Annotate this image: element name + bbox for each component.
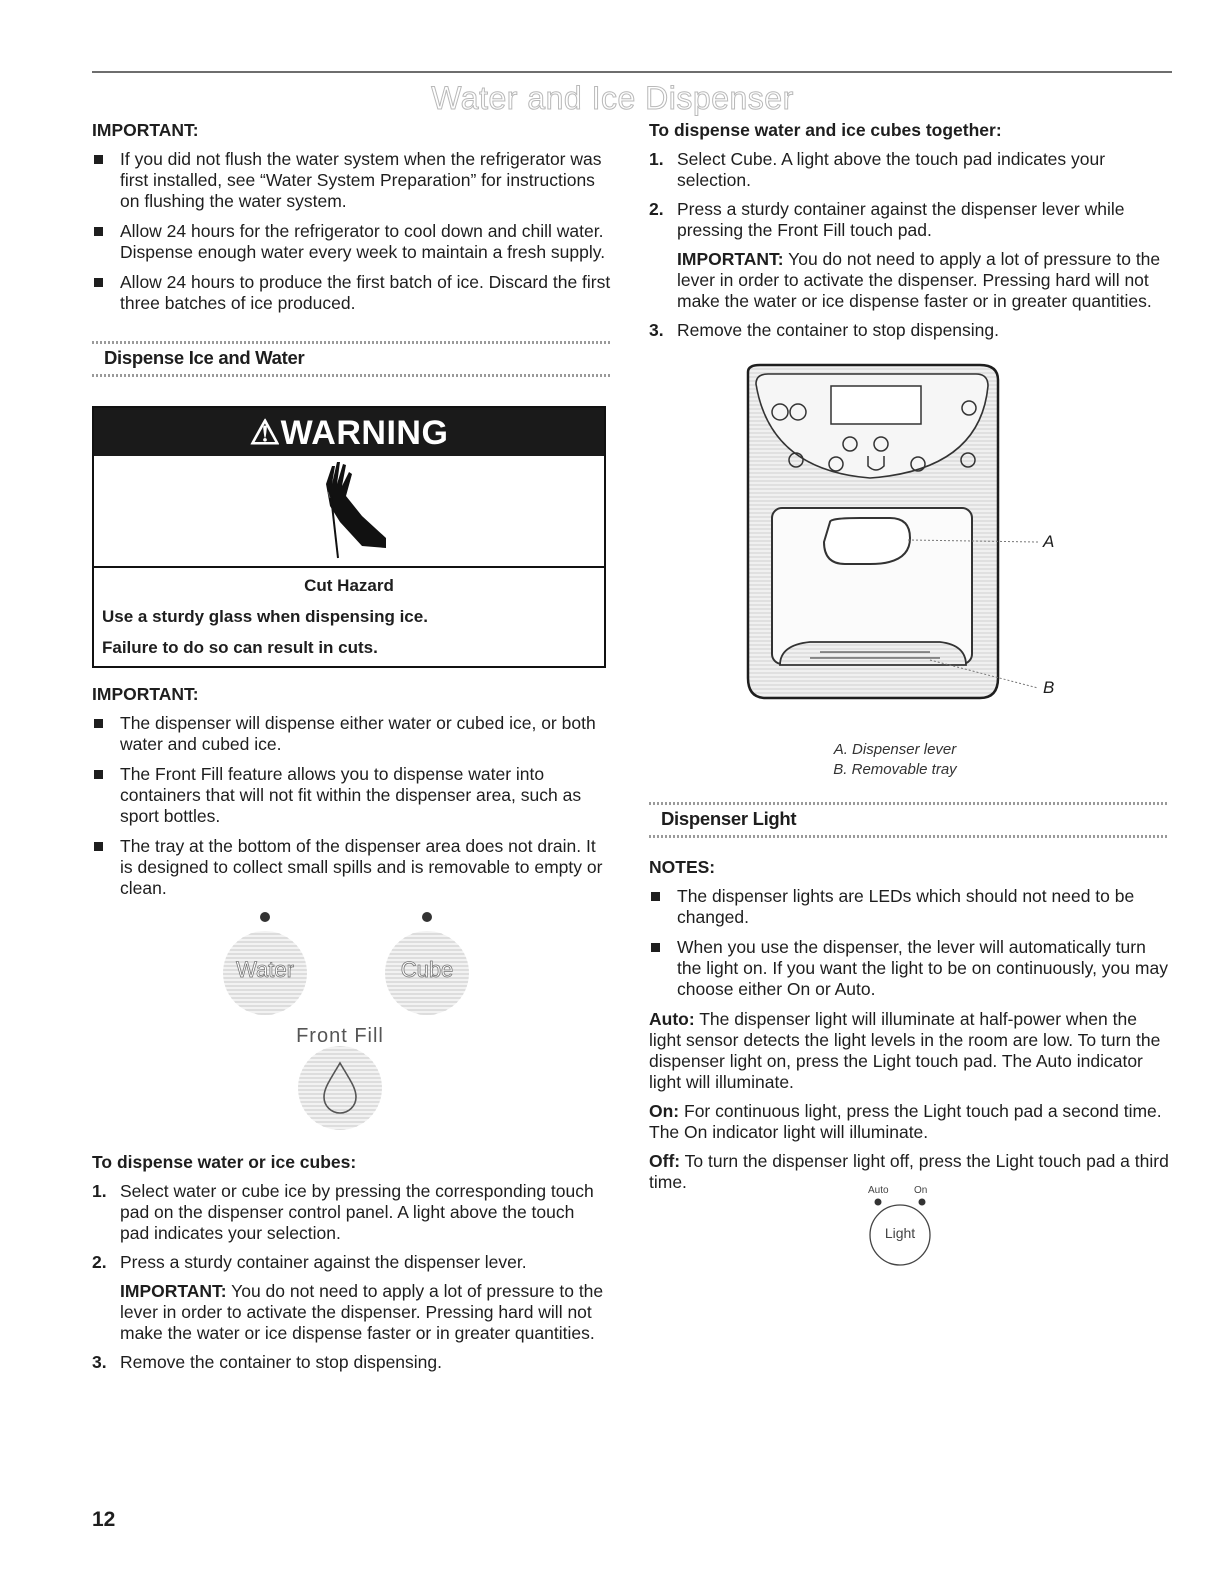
front-fill-pad-icon xyxy=(298,1046,382,1130)
caption-line: B. Removable tray xyxy=(833,761,957,778)
step-important-note: IMPORTANT: You do not need to apply a lot of pressure to the lever in order to activate the dispenser. Pressing hard will not make the water or ice dispense faster or in greater quantities. xyxy=(120,1281,604,1343)
warning-box xyxy=(92,406,606,668)
notes-block xyxy=(649,857,1169,1193)
warning-title: ⚠WARNING xyxy=(249,414,449,452)
section-header-light xyxy=(649,802,1169,832)
section-title: Dispenser Light xyxy=(661,808,797,829)
light-pad-illustration xyxy=(858,1185,938,1285)
hazard-name: Cut Hazard xyxy=(304,576,394,595)
section-title: Dispense Ice and Water xyxy=(104,347,305,368)
step-important-note: IMPORTANT: You do not need to apply a lot of pressure to the lever in order to activate the dispenser. Pressing hard will not make the water or ice dispense faster or in greater quantities. xyxy=(677,249,1161,311)
top-rule xyxy=(92,71,1172,73)
instructions-heading: To dispense water or ice cubes: xyxy=(92,1152,357,1172)
warning-line: Use a sturdy glass when dispensing ice. xyxy=(102,607,428,626)
mode-paragraph: Auto: The dispenser light will illuminate at half-power when the light sensor detects the light levels in the room are low. To turn the dispenser light on, press the Light touch pad. The Auto indicator light will illuminate. xyxy=(649,1009,1161,1092)
caption-line: A. Dispenser lever xyxy=(833,741,957,758)
water-pad-label: Water xyxy=(236,957,294,982)
removable-tray-icon xyxy=(780,642,966,665)
cube-pad-label: Cube xyxy=(400,957,454,982)
steps-list xyxy=(649,149,1169,341)
auto-label: Auto xyxy=(868,1185,889,1196)
callout-label-b: B xyxy=(1043,678,1055,697)
important-list xyxy=(92,149,612,314)
dispense-together-block xyxy=(649,120,1169,349)
step-item: 1. Select water or cube ice by pressing the corresponding touch pad on the dispenser control panel. A light above the touch pad indicates your selection. xyxy=(92,1181,594,1243)
dispenser-lever-icon xyxy=(824,518,910,564)
page-title: Water and Ice Dispenser xyxy=(431,80,794,116)
step-item: 1. Select Cube. A light above the touch pad indicates your selection. xyxy=(649,149,1106,190)
cube-indicator-icon xyxy=(422,912,432,922)
list-item: The Front Fill feature allows you to dispense water into containers that will not fit within the dispenser area, such as sport bottles. xyxy=(92,764,612,827)
list-item: The tray at the bottom of the dispenser area does not drain. It is designed to collect small spills and is removable to empty or clean. xyxy=(92,836,612,899)
figure-caption xyxy=(760,740,1030,780)
important-list xyxy=(92,713,612,899)
display-screen xyxy=(831,386,921,424)
water-indicator-icon xyxy=(260,912,270,922)
warning-text xyxy=(94,568,604,658)
dotted-divider xyxy=(649,802,1169,805)
section-header-dispense xyxy=(92,341,610,371)
cut-hazard-icon xyxy=(94,456,604,568)
important-block-1 xyxy=(92,120,612,323)
dotted-divider xyxy=(92,341,610,344)
list-item: When you use the dispenser, the lever will automatically turn the light on. If you want the light to be on continuously, you may choose either On or Auto. xyxy=(649,937,1169,1000)
notes-heading: NOTES: xyxy=(649,857,716,877)
important-heading: IMPORTANT: xyxy=(92,684,199,704)
light-pad-label: Light xyxy=(884,1225,916,1241)
mode-paragraph: Off: To turn the dispenser light off, press the Light touch pad a third time. xyxy=(649,1151,1169,1192)
callout-label-a: A xyxy=(1043,532,1055,551)
touch-pad-illustration xyxy=(200,905,500,1145)
step-item: 3. Remove the container to stop dispensing. xyxy=(649,320,999,340)
step-item: 2. Press a sturdy container against the dispenser lever while pressing the Front Fill touch pad. IMPORTANT: You do not need to apply a lot of pressure to the lever in order to activate the dispenser. Pressing hard will not make the water or ice dispense faster or in greater quantities. xyxy=(649,199,1169,312)
on-indicator-icon xyxy=(919,1199,926,1206)
dispenser-figure xyxy=(740,360,1080,705)
dotted-divider xyxy=(649,835,1169,838)
front-fill-label: Front Fill xyxy=(296,1025,384,1047)
warning-header xyxy=(94,408,604,456)
mode-paragraph: On: For continuous light, press the Light touch pad a second time. The On indicator light will illuminate. xyxy=(649,1101,1162,1142)
instructions-heading: To dispense water and ice cubes together: xyxy=(649,120,1002,140)
auto-indicator-icon xyxy=(875,1199,882,1206)
step-item: 2. Press a sturdy container against the dispenser lever. IMPORTANT: You do not need to apply a lot of pressure to the lever in order to activate the dispenser. Pressing hard will not make the water or ice dispense faster or in greater quantities. xyxy=(92,1252,607,1344)
list-item: If you did not flush the water system when the refrigerator was first installed, see “Water System Preparation” for instructions on flushing the water system. xyxy=(92,149,612,212)
page-number: 12 xyxy=(92,1508,116,1531)
warning-line: Failure to do so can result in cuts. xyxy=(102,638,378,657)
important-block-2 xyxy=(92,684,612,908)
notes-list xyxy=(649,886,1169,1000)
list-item: The dispenser lights are LEDs which should not need to be changed. xyxy=(649,886,1169,928)
dotted-divider xyxy=(92,374,610,377)
steps-list xyxy=(92,1181,607,1373)
list-item: Allow 24 hours to produce the first batch of ice. Discard the first three batches of ice produced. xyxy=(92,272,612,314)
dispense-single-block xyxy=(92,1152,607,1381)
step-item: 3. Remove the container to stop dispensing. xyxy=(92,1352,442,1372)
list-item: Allow 24 hours for the refrigerator to cool down and chill water. Dispense enough water every week to maintain a fresh supply. xyxy=(92,221,612,263)
list-item: The dispenser will dispense either water or cubed ice, or both water and cubed ice. xyxy=(92,713,612,755)
on-label: On xyxy=(914,1185,928,1196)
important-heading: IMPORTANT: xyxy=(92,120,199,140)
